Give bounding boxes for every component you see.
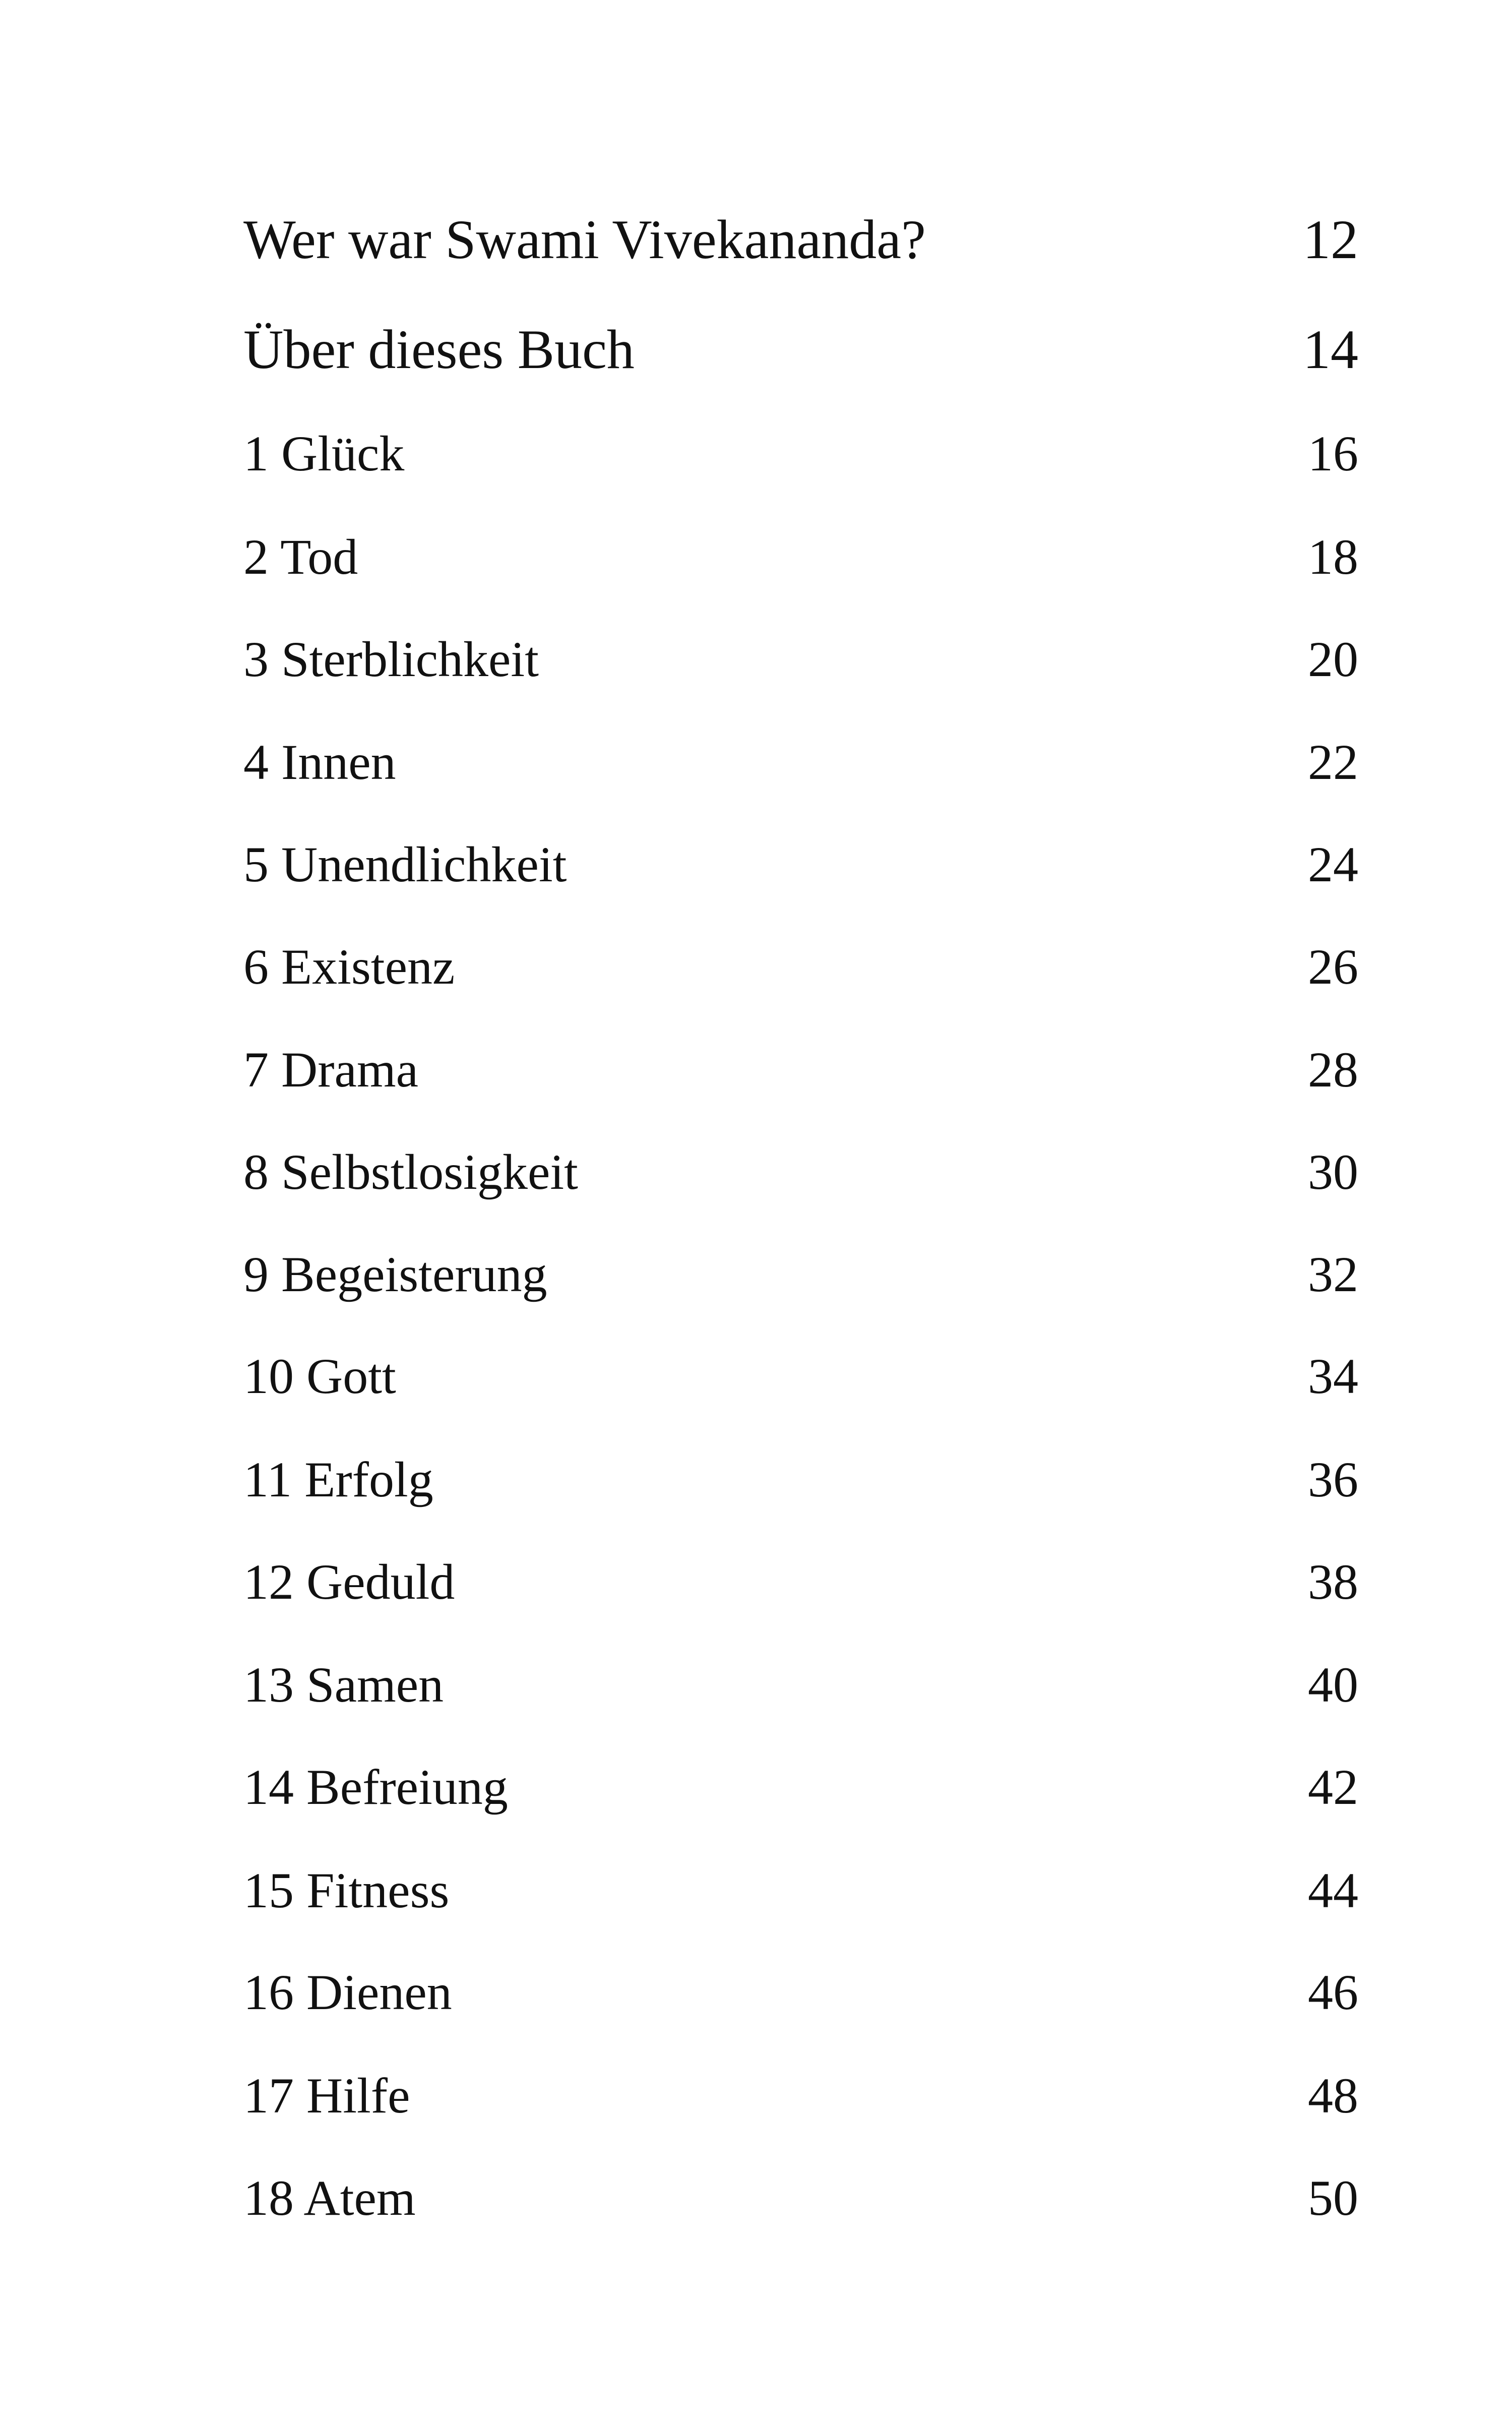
toc-entry-page-number: 22 [1308, 734, 1358, 790]
toc-entry [243, 1429, 1358, 1505]
toc-entry-title: 1 Glück [243, 426, 405, 481]
toc-entry-page-number: 30 [1308, 1144, 1358, 1200]
toc-entry-page-number: 20 [1308, 631, 1358, 687]
toc-entry [243, 2045, 1358, 2124]
toc-entry [243, 1019, 1358, 1098]
toc-entry-title: 17 Hilfe [243, 2068, 410, 2124]
toc-entry-title: 16 Dienen [243, 1964, 452, 2020]
toc-entry-title: 18 Atem [243, 2170, 416, 2226]
toc-entry-page-number: 48 [1308, 2068, 1358, 2124]
toc-entry [243, 1122, 1358, 1200]
toc-entry-page-number: 16 [1308, 426, 1358, 481]
toc-entry [243, 609, 1358, 685]
toc-entry [243, 917, 1358, 995]
toc-entry [243, 403, 1358, 479]
toc-entry-page-number: 14 [1303, 319, 1358, 380]
toc-entry-page-number: 12 [1303, 209, 1358, 270]
toc-entry-page-number: 24 [1308, 836, 1358, 892]
toc-entry-page-number: 42 [1308, 1759, 1358, 1815]
toc-entry-page-number: 34 [1308, 1348, 1358, 1404]
toc-entry-page-number: 28 [1308, 1042, 1358, 1098]
toc-entry-title: 6 Existenz [243, 939, 455, 995]
toc-entry-page-number: 46 [1308, 1964, 1358, 2020]
toc-entry-title: 9 Begeisterung [243, 1246, 547, 1302]
toc-entry-title: 14 Befreiung [243, 1759, 508, 1815]
toc-entry-page-number: 18 [1308, 529, 1358, 585]
toc-entry-page-number: 26 [1308, 939, 1358, 995]
table-of-contents [243, 0, 1358, 2420]
toc-entry-page-number: 50 [1308, 2170, 1358, 2226]
toc-entry-title: 15 Fitness [243, 1862, 450, 1918]
toc-entry [243, 1532, 1358, 1610]
toc-entry-page-number: 36 [1308, 1451, 1358, 1507]
toc-entry [243, 814, 1358, 890]
toc-entry-title: 2 Tod [243, 529, 358, 585]
toc-entry [243, 1326, 1358, 1402]
toc-entry-title: Wer war Swami Vivekananda? [243, 209, 926, 270]
toc-entry-title: 5 Unendlichkeit [243, 836, 567, 892]
toc-entry [243, 1224, 1358, 1300]
toc-entry [243, 1840, 1358, 1916]
toc-entry [243, 1635, 1358, 1713]
toc-entry-page-number: 44 [1308, 1862, 1358, 1918]
toc-entry [243, 192, 1358, 270]
toc-entry-title: 12 Geduld [243, 1554, 455, 1610]
toc-entry-title: 3 Sterblichkeit [243, 631, 539, 687]
toc-entry-page-number: 32 [1308, 1246, 1358, 1302]
toc-entry-page-number: 40 [1308, 1657, 1358, 1713]
toc-entry-title: Über dieses Buch [243, 319, 635, 380]
toc-entry-title: 13 Samen [243, 1657, 444, 1713]
toc-entry-page-number: 38 [1308, 1554, 1358, 1610]
toc-entry-title: 7 Drama [243, 1042, 419, 1098]
toc-entry-title: 11 Erfolg [243, 1451, 433, 1507]
toc-entry-title: 8 Selbstlosigkeit [243, 1144, 578, 1200]
toc-entry-title: 10 Gott [243, 1348, 396, 1404]
toc-entry [243, 1942, 1358, 2018]
toc-entry [243, 507, 1358, 585]
toc-entry-title: 4 Innen [243, 734, 396, 790]
toc-entry [243, 1737, 1358, 1815]
toc-entry [243, 301, 1358, 380]
toc-entry [243, 712, 1358, 788]
toc-entry [243, 2148, 1358, 2226]
